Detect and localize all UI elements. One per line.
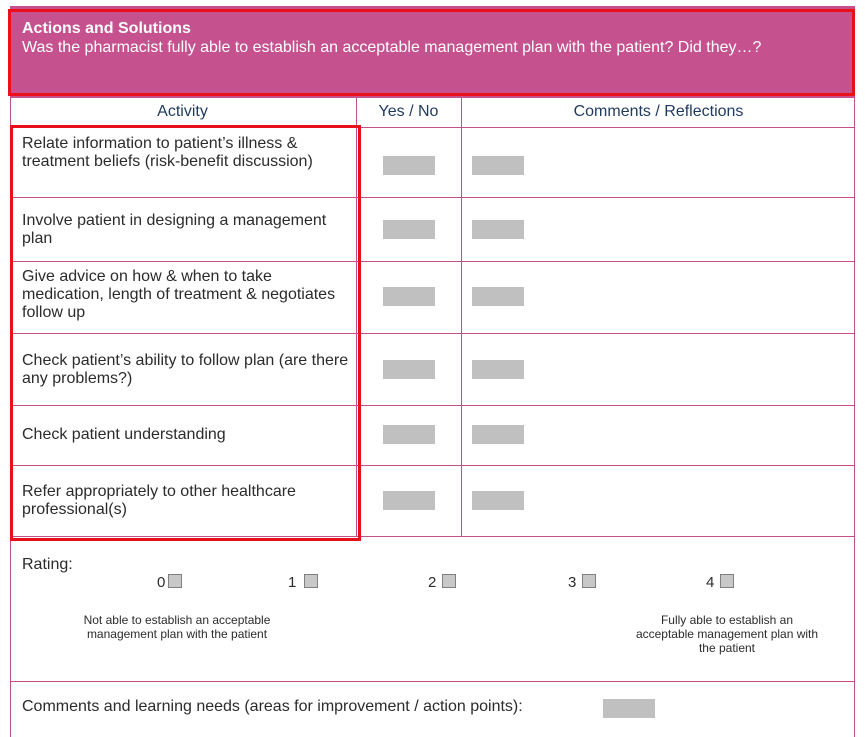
- yes-no-field[interactable]: [383, 360, 435, 379]
- comment-field[interactable]: [472, 220, 524, 239]
- comment-field[interactable]: [472, 425, 524, 444]
- column-header-comments: Comments / Reflections: [573, 103, 744, 120]
- activity-text: Check patient understanding: [22, 426, 226, 443]
- activity-column-highlight-box: [10, 125, 361, 541]
- rating-high-description: Fully able to establish an acceptable management plan with the patient: [635, 613, 819, 655]
- rating-option-0-label: 0: [157, 574, 166, 591]
- activity-text: Refer appropriately to other healthcare professional(s): [22, 483, 296, 518]
- comments-learning-needs-label: Comments and learning needs (areas for improvement / action points):: [22, 698, 523, 715]
- yes-no-field[interactable]: [383, 425, 435, 444]
- column-divider: [461, 98, 462, 536]
- rating-option-2-checkbox[interactable]: [442, 574, 456, 588]
- yes-no-field[interactable]: [383, 156, 435, 175]
- column-header-activity: Activity: [157, 103, 208, 120]
- section-title: Actions and Solutions: [22, 20, 191, 37]
- column-header-yes-no: Yes / No: [378, 103, 439, 120]
- comment-field[interactable]: [472, 360, 524, 379]
- rating-option-2-label: 2: [428, 574, 437, 591]
- comments-learning-needs-field[interactable]: [603, 699, 655, 718]
- activity-text: Check patient’s ability to follow plan (are there any problems?): [22, 352, 349, 387]
- rating-option-3-checkbox[interactable]: [582, 574, 596, 588]
- rating-option-4-label: 4: [706, 574, 715, 591]
- yes-no-field[interactable]: [383, 491, 435, 510]
- yes-no-field[interactable]: [383, 220, 435, 239]
- comment-field[interactable]: [472, 491, 524, 510]
- header-highlight-box: [8, 9, 855, 96]
- rating-option-0-checkbox[interactable]: [168, 574, 182, 588]
- rating-option-1-label: 1: [288, 574, 297, 591]
- row-divider: [10, 681, 855, 682]
- comment-field[interactable]: [472, 287, 524, 306]
- activity-text: Involve patient in designing a management plan: [22, 212, 327, 247]
- rating-option-1-checkbox[interactable]: [304, 574, 318, 588]
- yes-no-field[interactable]: [383, 287, 435, 306]
- rating-option-3-label: 3: [568, 574, 577, 591]
- activity-text: Give advice on how & when to take medication, length of treatment & negotiates follow up: [22, 268, 336, 321]
- rating-low-description: Not able to establish an acceptable management plan with the patient: [83, 613, 271, 641]
- comment-field[interactable]: [472, 156, 524, 175]
- rating-option-4-checkbox[interactable]: [720, 574, 734, 588]
- activity-text: Relate information to patient’s illness & treatment beliefs (risk-benefit discussion): [22, 135, 313, 170]
- section-question: Was the pharmacist fully able to establish an acceptable management plan with the patient? Did they…?: [22, 39, 762, 56]
- rating-label: Rating:: [22, 556, 73, 573]
